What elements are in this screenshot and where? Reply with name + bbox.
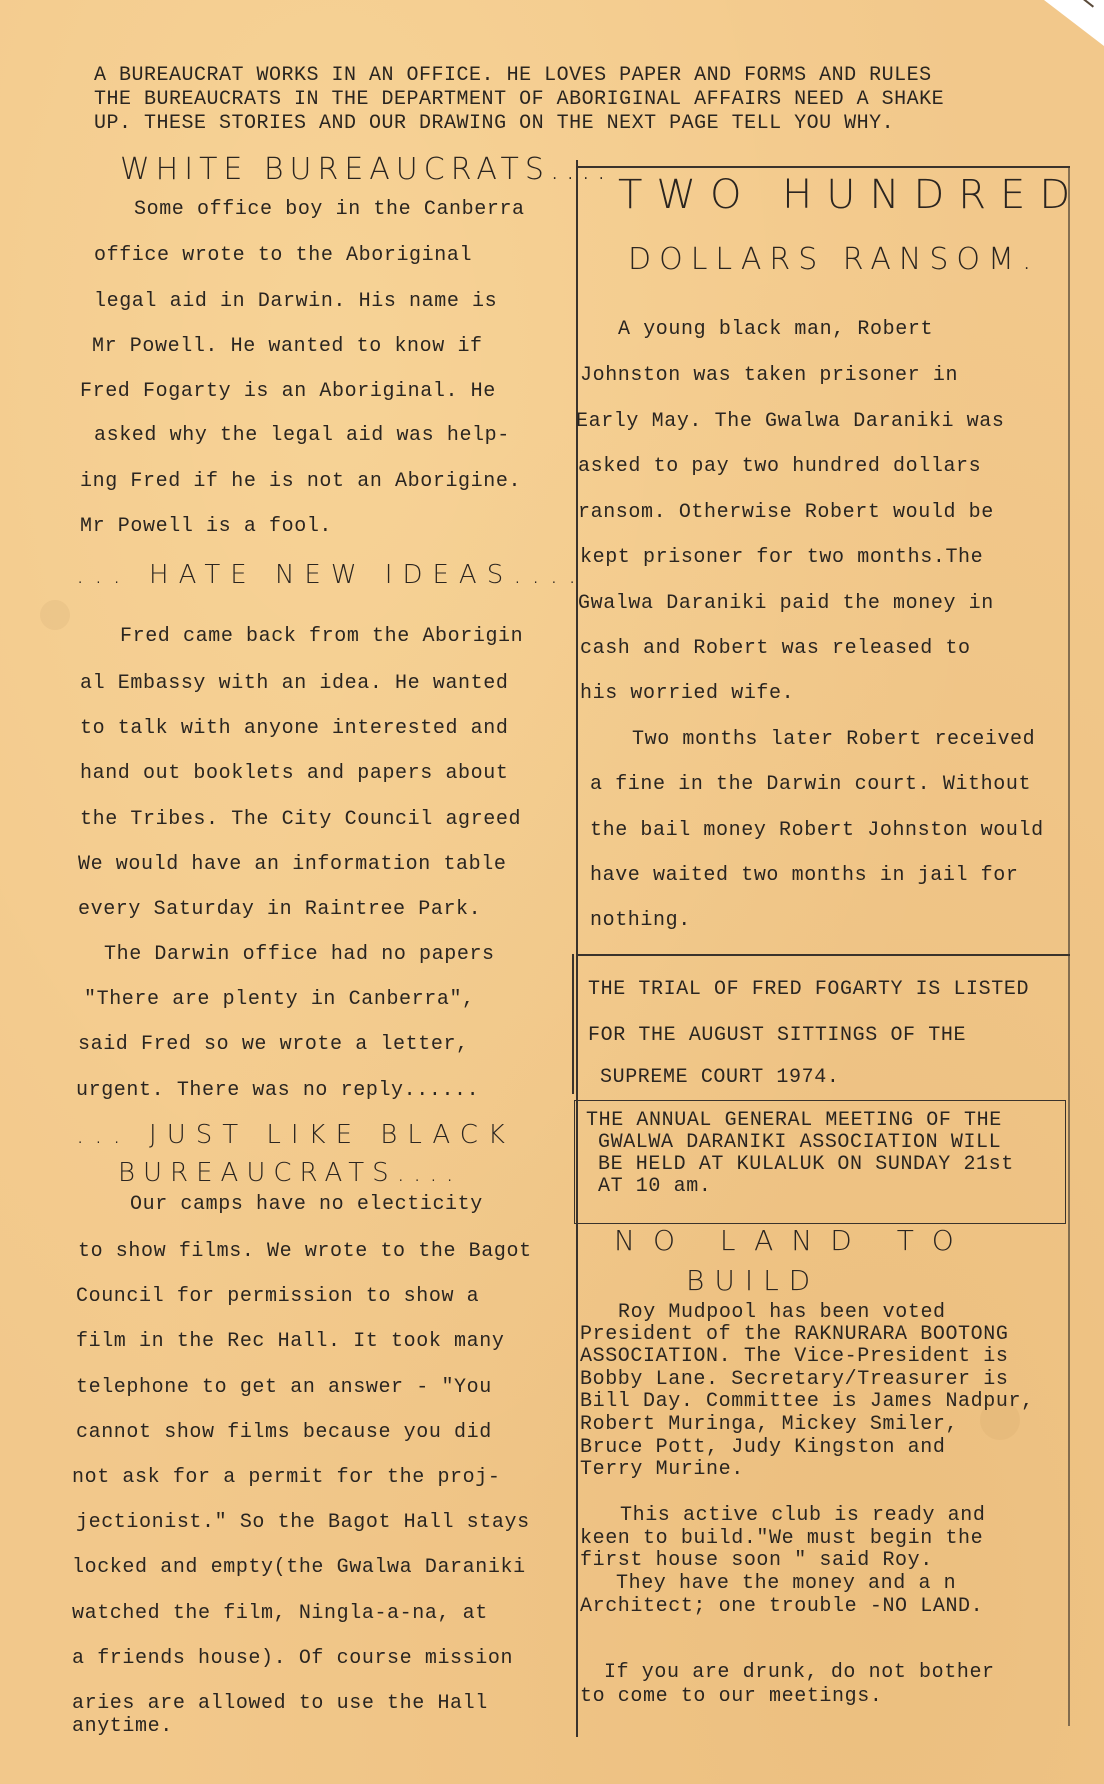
trial-notice-line: FOR THE AUGUST SITTINGS OF THE: [588, 1024, 967, 1047]
story-line: They have the money and a n: [616, 1572, 957, 1595]
story-line: Bruce Pott, Judy Kingston and: [580, 1436, 946, 1459]
story-line: Bill Day. Committee is James Nadpur,: [580, 1390, 1034, 1413]
story-line: urgent. There was no reply......: [76, 1079, 480, 1102]
drunk-notice-line: to come to our meetings.: [580, 1685, 883, 1708]
story-line: Fred came back from the Aborigin: [120, 625, 524, 648]
story-line: Council for permission to show a: [76, 1285, 480, 1308]
intro-line: THE BUREAUCRATS IN THE DEPARTMENT OF ABORIGINAL AFFAIRS NEED A SHAKE: [94, 88, 945, 111]
story-line: Early May. The Gwalwa Daraniki was: [576, 410, 1005, 433]
story-line: Roy Mudpool has been voted: [618, 1301, 946, 1324]
story-line: asked why the legal aid was help-: [94, 424, 510, 447]
story-line: This active club is ready and: [620, 1504, 986, 1527]
story-line: Gwalwa Daraniki paid the money in: [578, 592, 994, 615]
story-line: Fred Fogarty is an Aboriginal. He: [80, 380, 496, 403]
story-line: Architect; one trouble -NO LAND.: [580, 1595, 984, 1618]
story-line: to show films. We wrote to the Bagot: [78, 1240, 532, 1263]
story-line: "There are plenty in Canberra",: [84, 988, 475, 1011]
heading-white-bureaucrats: WHITE BUREAUCRATS....: [120, 152, 613, 187]
meeting-notice-line: THE ANNUAL GENERAL MEETING OF THE: [586, 1109, 1002, 1132]
meeting-notice-line: BE HELD AT KULALUK ON SUNDAY 21st: [598, 1153, 1014, 1176]
story-line: ransom. Otherwise Robert would be: [578, 501, 994, 524]
story-line: to talk with anyone interested and: [80, 717, 509, 740]
story-line: ASSOCIATION. The Vice-President is: [580, 1345, 1009, 1368]
story-line: A young black man, Robert: [618, 318, 934, 341]
story-line: office wrote to the Aboriginal: [94, 244, 473, 267]
story-line: said Fred so we wrote a letter,: [78, 1033, 469, 1056]
story-line: Mr Powell. He wanted to know if: [92, 335, 483, 358]
story-line: the Tribes. The City Council agreed: [80, 808, 522, 831]
story-line: every Saturday in Raintree Park.: [78, 898, 482, 921]
drunk-notice-line: If you are drunk, do not bother: [604, 1661, 995, 1684]
heading-hate-new-ideas: ... HATE NEW IDEAS....: [76, 560, 587, 590]
story-line: kept prisoner for two months.The: [580, 546, 984, 569]
heading-no-land-to: NO LAND TO: [614, 1224, 972, 1257]
trial-notice-top-rule: [576, 954, 1070, 956]
story-line: a friends house). Of course mission: [72, 1647, 514, 1670]
story-line: first house soon " said Roy.: [580, 1549, 933, 1572]
story-line: hand out booklets and papers about: [80, 762, 509, 785]
story-line: Mr Powell is a fool.: [80, 515, 333, 538]
story-line: keen to build."We must begin the: [580, 1527, 984, 1550]
story-line: watched the film, Ningla-a-na, at: [72, 1602, 488, 1625]
story-line: telephone to get an answer - "You: [76, 1376, 492, 1399]
story-line: Bobby Lane. Secretary/Treasurer is: [580, 1368, 1009, 1391]
story-line: a fine in the Darwin court. Without: [590, 773, 1032, 796]
story-line: nothing.: [590, 909, 691, 932]
story-line: have waited two months in jail for: [590, 864, 1019, 887]
story-line: anytime.: [72, 1715, 173, 1738]
story-line: al Embassy with an idea. He wanted: [80, 672, 509, 695]
folded-corner: [1044, 0, 1104, 46]
story-line: The Darwin office had no papers: [104, 943, 495, 966]
paper-stain: [40, 600, 70, 630]
story-line: not ask for a permit for the proj-: [72, 1466, 501, 1489]
heading-dollars-ransom: DOLLARS RANSOM.: [628, 242, 1040, 277]
story-line: legal aid in Darwin. His name is: [94, 290, 498, 313]
intro-line: UP. THESE STORIES AND OUR DRAWING ON THE NEXT PAGE TELL YOU WHY.: [94, 112, 895, 135]
story-line: asked to pay two hundred dollars: [578, 455, 982, 478]
column-divider-top: [578, 166, 1070, 168]
story-line: aries are allowed to use the Hall: [72, 1692, 488, 1715]
intro-paragraph: [94, 64, 1054, 136]
meeting-notice-line: AT 10 am.: [598, 1175, 712, 1198]
story-line: ing Fred if he is not an Aborigine.: [80, 470, 522, 493]
story-line: Some office boy in the Canberra: [134, 198, 525, 221]
intro-line: A BUREAUCRAT WORKS IN AN OFFICE. HE LOVES PAPER AND FORMS AND RULES: [94, 64, 932, 87]
story-line: Our camps have no electicity: [130, 1193, 483, 1216]
story-line: Robert Muringa, Mickey Smiler,: [580, 1413, 959, 1436]
trial-notice-line: SUPREME COURT 1974.: [600, 1066, 840, 1089]
right-column-edge: [1068, 166, 1070, 1726]
story-line: locked and empty(the Gwalwa Daraniki: [72, 1556, 526, 1579]
heading-bureaucrats: BUREAUCRATS....: [118, 1158, 462, 1188]
heading-build: BUILD: [686, 1264, 821, 1297]
story-line: cannot show films because you did: [76, 1421, 492, 1444]
story-line: President of the RAKNURARA BOOTONG: [580, 1323, 1009, 1346]
story-line: film in the Rec Hall. It took many: [76, 1330, 505, 1353]
story-line: jectionist." So the Bagot Hall stays: [76, 1511, 530, 1534]
heading-two-hundred: TWO HUNDRED: [618, 172, 1085, 218]
story-line: his worried wife.: [580, 682, 795, 705]
story-line: Two months later Robert received: [632, 728, 1036, 751]
paper-stain: [980, 1400, 1020, 1440]
trial-notice-line: THE TRIAL OF FRED FOGARTY IS LISTED: [588, 978, 1030, 1001]
story-line: the bail money Robert Johnston would: [590, 819, 1044, 842]
story-line: Johnston was taken prisoner in: [580, 364, 959, 387]
meeting-notice-line: GWALWA DARANIKI ASSOCIATION WILL: [598, 1131, 1002, 1154]
trial-notice-left-rule: [572, 954, 574, 1094]
heading-just-like-black: ... JUST LIKE BLACK: [76, 1120, 515, 1150]
column-divider-left: [576, 160, 578, 1737]
story-line: cash and Robert was released to: [580, 637, 971, 660]
story-line: Terry Murine.: [580, 1458, 744, 1481]
story-line: We would have an information table: [78, 853, 507, 876]
